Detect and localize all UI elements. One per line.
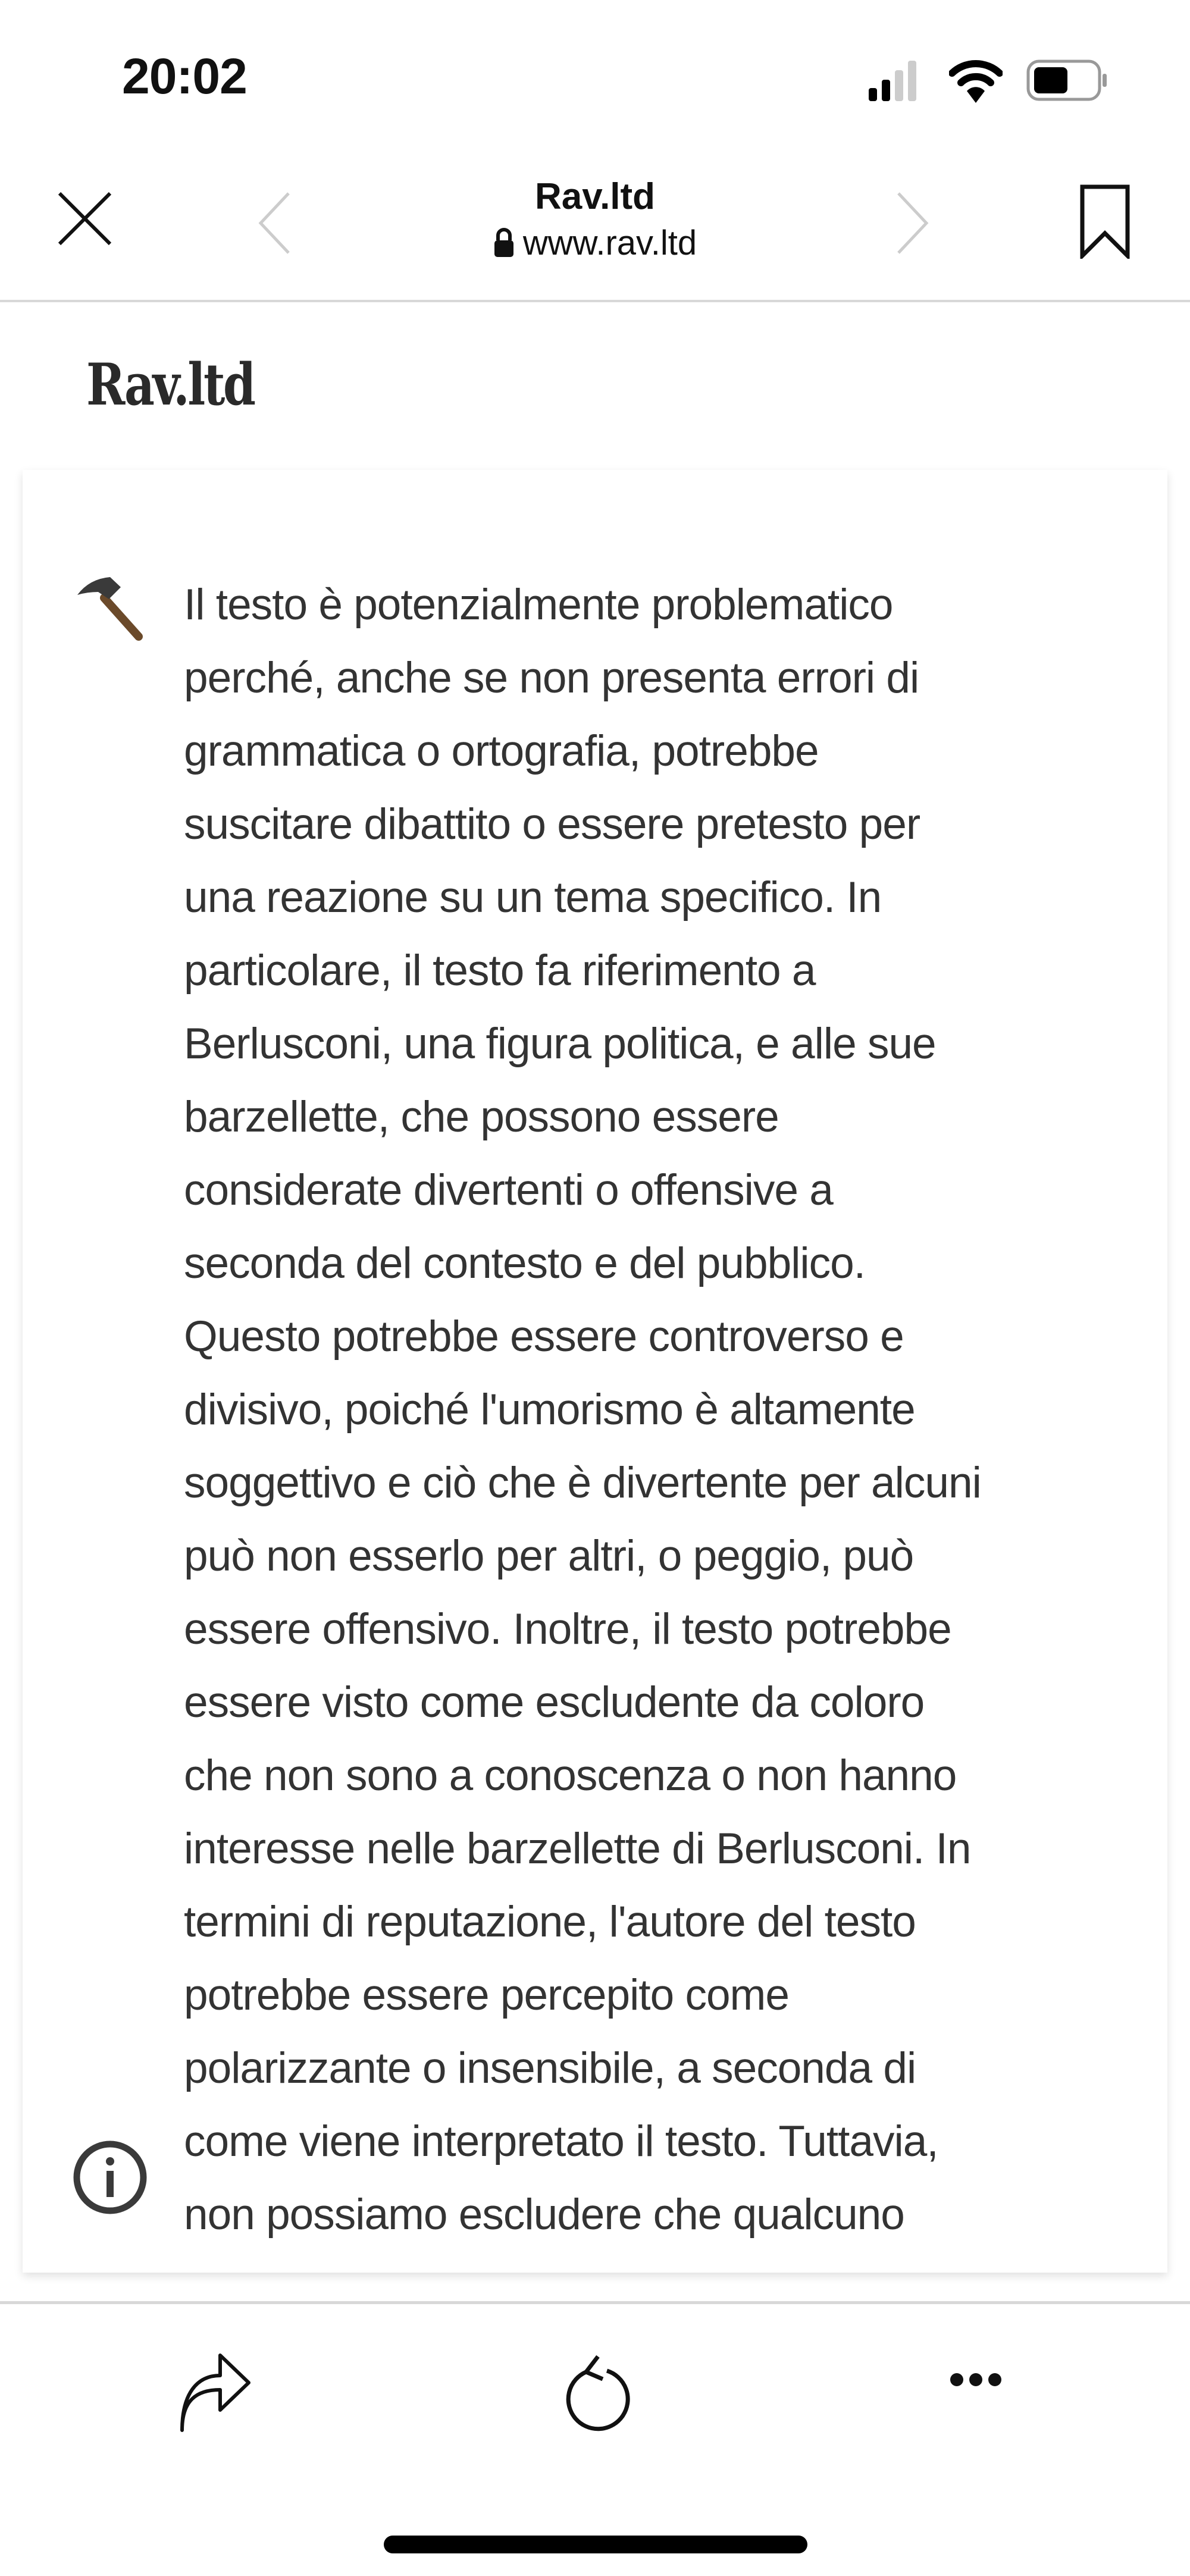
home-indicator[interactable] (384, 2536, 807, 2553)
text-line: interesse nelle barzellette di Berlusconi. In (184, 1825, 971, 1873)
status-time: 20:02 (122, 48, 247, 104)
wifi-icon (949, 57, 1003, 104)
text-line: particolare, il testo fa riferimento a (184, 947, 816, 995)
text-line: Questo potrebbe essere controverso e (184, 1312, 904, 1361)
text-line: divisivo, poiché l'umorismo è altamente (184, 1386, 915, 1434)
site-url[interactable] (0, 223, 1190, 263)
article-text (184, 568, 1166, 2282)
text-line: barzellette, che possono essere (184, 1093, 779, 1141)
site-brand[interactable]: Rav.ltd (86, 351, 254, 418)
text-line: essere visto come escludente da coloro (184, 1678, 925, 1726)
more-icon[interactable] (949, 2371, 1003, 2389)
share-icon[interactable] (178, 2353, 253, 2433)
text-line: Berlusconi, una figura politica, e alle sue (184, 1020, 936, 1068)
text-line: potrebbe essere percepito come (184, 1971, 789, 2019)
signal-icon (869, 59, 934, 101)
text-line: non possiamo escludere che qualcuno (184, 2190, 904, 2239)
info-icon[interactable] (71, 2139, 149, 2216)
lock-icon (493, 227, 515, 257)
battery-icon (1026, 59, 1110, 101)
forward-icon[interactable] (895, 190, 931, 256)
toolbar-divider (0, 300, 1190, 302)
hammer-icon (74, 574, 146, 643)
text-line: grammatica o ortografia, potrebbe (184, 727, 819, 775)
text-line: come viene interpretato il testo. Tuttavia, (184, 2117, 938, 2166)
text-line: soggettivo e ciò che è divertente per alcuni (184, 1459, 981, 1507)
text-line: essere offensivo. Inoltre, il testo potrebbe (184, 1605, 951, 1653)
toolbar-divider (0, 2301, 1190, 2304)
text-line: polarizzante o insensibile, a seconda di (184, 2044, 916, 2092)
text-line: perché, anche se non presenta errori di (184, 654, 919, 702)
text-line: seconda del contesto e del pubblico. (184, 1239, 866, 1287)
reload-icon[interactable] (562, 2353, 631, 2436)
text-line: termini di reputazione, l'autore del testo (184, 1898, 916, 1946)
bookmark-icon[interactable] (1080, 184, 1130, 259)
text-line: suscitare dibattito o essere pretesto per (184, 800, 920, 848)
text-line: può non esserlo per altri, o peggio, può (184, 1532, 914, 1580)
text-line: Il testo è potenzialmente problematico (184, 581, 893, 629)
site-title: Rav.ltd (534, 176, 656, 217)
text-line: che non sono a conoscenza o non hanno (184, 1751, 957, 1800)
text-line: considerate divertenti o offensive a (184, 1166, 833, 1214)
url-text: www.rav.ltd (522, 224, 697, 262)
text-line: una reazione su un tema specifico. In (184, 873, 882, 922)
